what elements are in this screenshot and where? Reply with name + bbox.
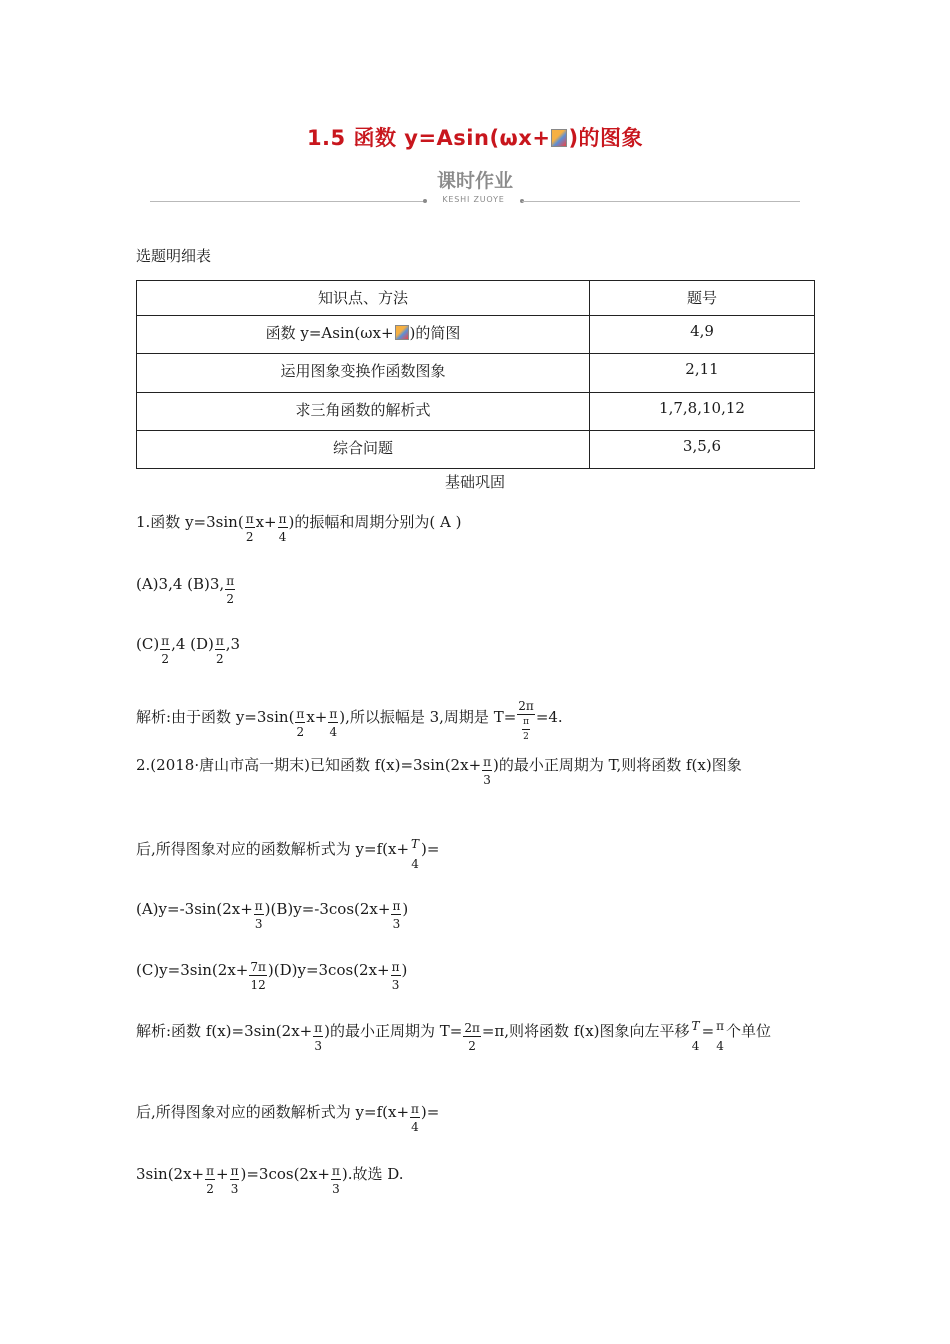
fraction: $\frac{\pi}{3}$ — [391, 960, 400, 992]
q2-solution-line3: 3sin(2x+ $\frac{\pi}{2}$ + $\frac{\pi}{3}$ )=3cos(2x+ $\frac{\pi}{3}$ ).故选 D. — [136, 1164, 404, 1196]
table-row — [137, 431, 815, 469]
fraction: T 4 — [411, 837, 420, 871]
fraction: π 4 — [716, 1019, 725, 1053]
q1-solution: 解析:由于函数 y=3sin( $\frac{\pi}{2}$ x+ $\frac{\pi}{4}$ ),所以振幅是 3,周期是 T= $\frac{2\pi}{\frac{\pi}{2}}$ =4. — [136, 699, 563, 742]
q2-stem-line2: 后,所得图象对应的函数解析式为 y=f(x+ T 4 )= — [136, 837, 440, 871]
section-header: 课时作业 — [436, 170, 513, 192]
fraction: $\frac{\pi}{2}$ — [226, 574, 235, 606]
page-title — [0, 122, 950, 152]
phi-image-icon — [551, 129, 567, 147]
header-divider-right — [522, 201, 800, 202]
q2-solution-line2: 后,所得图象对应的函数解析式为 y=f(x+ $\frac{\pi}{4}$ )= — [136, 1102, 440, 1134]
section-heading: 基础巩固 — [444, 473, 505, 491]
table-cell-nums: 1,7,8,10,12 — [590, 393, 815, 431]
q2-stem: 2.(2018·唐山市高一期末)已知函数 f(x)=3sin(2x+ $\frac{\pi}{3}$ )的最小正周期为 T,则将函数 f(x)图象 — [136, 755, 742, 787]
q1-stem: 1.函数 y=3sin( $\frac{\pi}{2}$ x+ $\frac{\pi}{4}$ )的振幅和周期分别为( A ) — [136, 512, 462, 544]
title-suffix: )的图象 — [568, 126, 644, 150]
table-cell-topic: 求三角函数的解析式 — [137, 393, 590, 431]
table-header-cell: 知识点、方法 — [137, 281, 590, 316]
fraction: $\frac{\pi}{3}$ — [332, 1164, 340, 1196]
fraction: $\frac{\pi}{2}$ — [161, 634, 170, 666]
table-header-cell: 题号 — [590, 281, 815, 316]
fraction: $\frac{7\pi}{12}$ — [250, 960, 266, 992]
fraction: $\frac{\pi}{4}$ — [278, 512, 287, 544]
section-header-pinyin: KESHI ZUOYE — [442, 195, 505, 204]
fraction: $\frac{\pi}{3}$ — [483, 755, 492, 787]
q1-options-cd: (C) $\frac{\pi}{2}$ ,4 (D) $\frac{\pi}{2}$ ,3 — [136, 634, 241, 666]
fraction: T 4 — [691, 1019, 700, 1053]
table-cell-topic: 函数 y=Asin(ωx+ )的简图 — [137, 316, 590, 354]
q1-options-ab: (A)3,4 (B)3, $\frac{\pi}{2}$ — [136, 574, 235, 606]
table-row — [137, 316, 815, 354]
table-cell-topic: 综合问题 — [137, 431, 590, 469]
table-cell-nums: 2,11 — [590, 354, 815, 393]
fraction: $\frac{\pi}{2}$ — [523, 717, 529, 742]
q2-options-ab: (A)y=-3sin(2x+ $\frac{\pi}{3}$ )(B)y=-3cos(2x+ $\frac{\pi}{3}$ ) — [136, 899, 409, 931]
phi-image-icon — [395, 325, 409, 340]
fraction: $\frac{\pi}{4}$ — [411, 1102, 419, 1134]
fraction: $\frac{\pi}{3}$ — [230, 1164, 239, 1196]
title-prefix: 1.5 函数 y=Asin(ωx+ — [306, 126, 551, 150]
table-row — [137, 393, 815, 431]
topic-table — [136, 280, 815, 469]
table-cell-topic: 运用图象变换作函数图象 — [137, 354, 590, 393]
table-header-row — [137, 281, 815, 316]
table-row — [137, 354, 815, 393]
fraction: $\frac{\pi}{3}$ — [254, 899, 263, 931]
q2-solution: 解析:函数 f(x)=3sin(2x+ $\frac{\pi}{3}$ )的最小正周期为 T= $\frac{2\pi}{2}$ =π,则将函数 f(x)图象向左平移 T 4 = π 4 个单位 — [136, 1019, 772, 1053]
fraction: $\frac{\pi}{3}$ — [314, 1021, 323, 1053]
fraction: $\frac{\pi}{2}$ — [245, 512, 254, 544]
fraction: $\frac{\pi}{2}$ — [296, 707, 305, 739]
fraction: $\frac{\pi}{4}$ — [329, 707, 338, 739]
fraction: $\frac{\pi}{2}$ — [206, 1164, 215, 1196]
table-caption: 选题明细表 — [136, 247, 212, 265]
fraction: $\frac{\pi}{2}$ — [215, 634, 224, 666]
compound-fraction: $\frac{2\pi}{\frac{\pi}{2}}$ — [518, 699, 534, 742]
q2-options-cd: (C)y=3sin(2x+ $\frac{7\pi}{12}$ )(D)y=3cos(2x+ $\frac{\pi}{3}$ ) — [136, 960, 408, 992]
fraction: $\frac{2\pi}{2}$ — [464, 1021, 480, 1053]
header-divider-left — [150, 201, 425, 202]
table-cell-nums: 4,9 — [590, 316, 815, 354]
table-cell-nums: 3,5,6 — [590, 431, 815, 469]
fraction: $\frac{\pi}{3}$ — [392, 899, 401, 931]
